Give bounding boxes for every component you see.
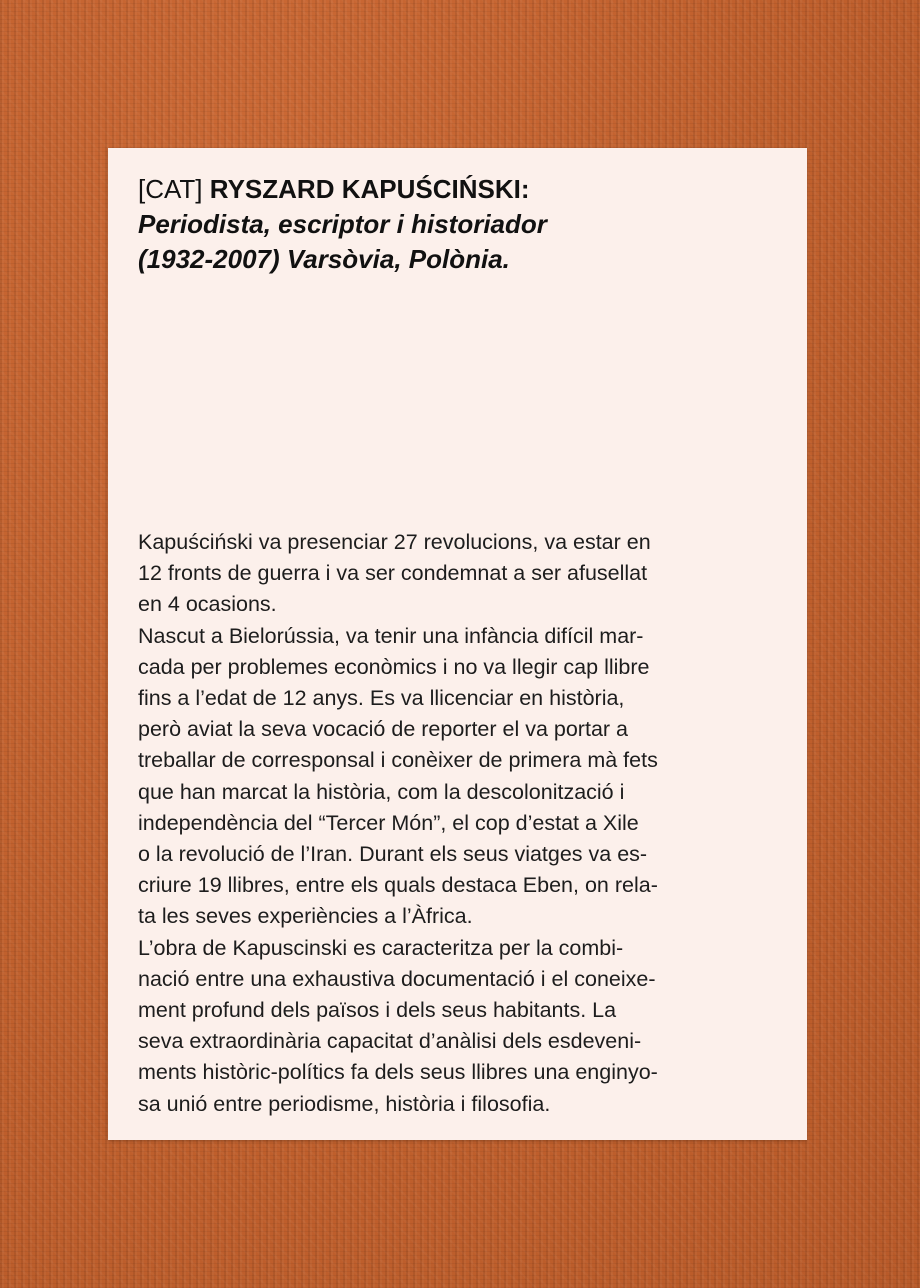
text-line: seva extraordinària capacitat d’anàlisi dels esdeveni-: [138, 1029, 642, 1054]
biography-card: [108, 148, 807, 1140]
text-line: criure 19 llibres, entre els quals destaca Eben, on rela-: [138, 873, 658, 898]
paragraph-3: [138, 933, 778, 1120]
card-header: [138, 172, 775, 277]
text-line: 12 fronts de guerra i va ser condemnat a ser afusellat: [138, 561, 648, 586]
text-line: nació entre una exhaustiva documentació i el coneixe-: [138, 966, 656, 991]
text-line: L’obra de Kapuscinski es caracteritza per la combi-: [138, 935, 624, 960]
paragraph-2: [138, 621, 778, 933]
subtitle-line-1: Periodista, escriptor i historiador: [138, 209, 547, 239]
text-line: però aviat la seva vocació de reporter el va portar a: [138, 717, 628, 742]
text-line: en 4 ocasions.: [138, 592, 277, 617]
subtitle-line-2: (1932-2007) Varsòvia, Polònia.: [138, 244, 510, 274]
text-line: Kapuściński va presenciar 27 revolucions, va estar en: [138, 530, 651, 554]
person-name: RYSZARD KAPUŚCIŃSKI:: [209, 174, 530, 204]
text-line: que han marcat la història, com la descolonització i: [138, 779, 625, 804]
biography-text: [138, 527, 778, 1120]
text-line: Nascut a Bielorússia, va tenir una infància difícil mar-: [138, 623, 644, 648]
text-line: ments històric-polítics fa dels seus llibres una enginyo-: [138, 1060, 658, 1085]
text-line: independència del “Tercer Món”, el cop d’estat a Xile: [138, 810, 639, 835]
language-tag: [CAT]: [138, 174, 203, 204]
text-line: ta les seves experiències a l’Àfrica.: [138, 904, 473, 929]
text-line: cada per problemes econòmics i no va llegir cap llibre: [138, 654, 650, 679]
paragraph-1: [138, 527, 778, 621]
text-line: o la revolució de l’Iran. Durant els seus viatges va es-: [138, 842, 648, 867]
text-line: ment profund dels països i dels seus habitants. La: [138, 998, 617, 1023]
text-line: treballar de corresponsal i conèixer de primera mà fets: [138, 748, 658, 773]
text-line: fins a l’edat de 12 anys. Es va llicenciar en història,: [138, 686, 625, 711]
text-line: sa unió entre periodisme, història i filosofia.: [138, 1091, 551, 1116]
